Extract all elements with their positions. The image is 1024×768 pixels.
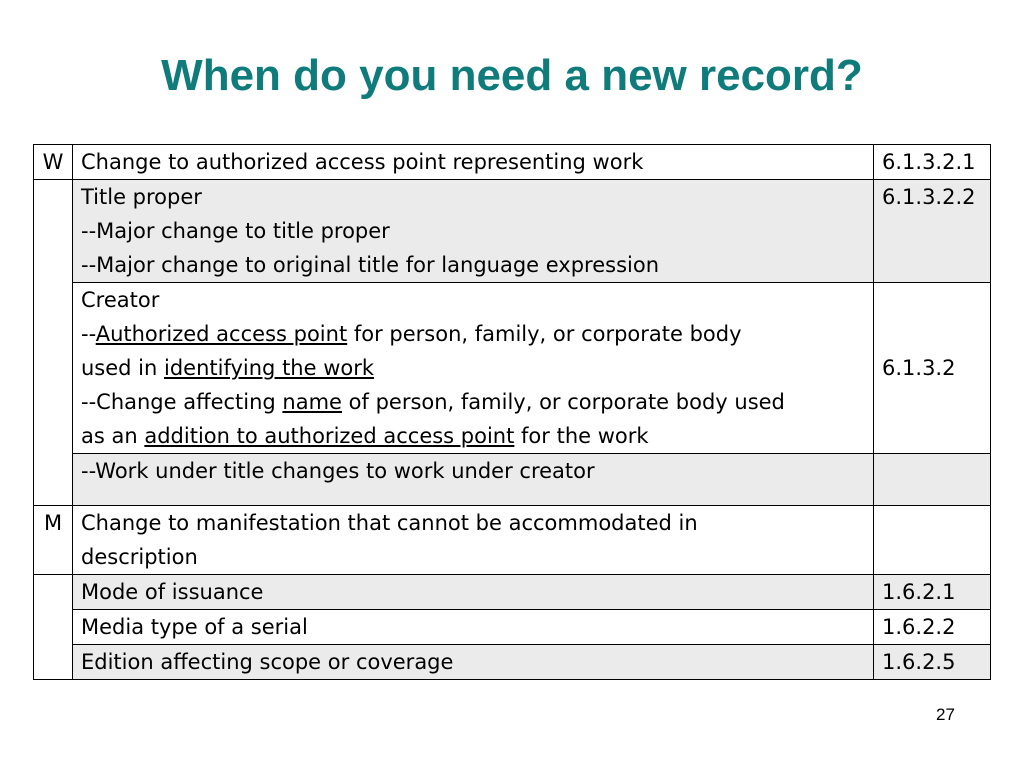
addition-to-authorized-access-point-link[interactable]: addition to authorized access point (144, 424, 515, 448)
rule-cell: 6.1.3.2 (874, 283, 991, 454)
description-line (81, 317, 865, 351)
description-line: Change to manifestation that cannot be accommodated in (81, 511, 698, 535)
text-span: for the work (514, 424, 649, 448)
text-span: -- (81, 322, 96, 346)
authorized-access-point-link[interactable]: Authorized access point (95, 322, 348, 346)
description-cell (73, 506, 874, 575)
text-span: as an (81, 424, 145, 448)
description-line: Creator (81, 288, 160, 312)
text-span: of person, family, or corporate body used (341, 390, 785, 414)
rule-cell (874, 454, 991, 506)
description-line (81, 351, 865, 385)
description-cell (73, 180, 874, 283)
table-row (34, 645, 991, 680)
rule-cell: 6.1.3.2.2 (874, 180, 991, 283)
text-span: --Change affecting (81, 390, 283, 414)
description-cell: --Work under title changes to work under creator (73, 454, 874, 506)
new-record-table (33, 144, 991, 680)
description-line: description (81, 545, 198, 569)
identifying-the-work-link[interactable]: identifying the work (164, 356, 375, 380)
merged-code-cell (34, 575, 73, 680)
description-cell: Change to authorized access point representing work (73, 145, 874, 180)
table-row (34, 283, 991, 454)
page-number: 27 (936, 705, 955, 724)
text-span: for person, family, or corporate body (347, 322, 742, 346)
description-line: --Major change to title proper (81, 219, 390, 243)
table-row (34, 575, 991, 610)
rule-cell: 1.6.2.1 (874, 575, 991, 610)
text-span: used in (81, 356, 164, 380)
manifestation-code-cell: M (34, 506, 73, 575)
name-link[interactable]: name (282, 390, 342, 414)
table-row (34, 145, 991, 180)
merged-code-cell (34, 180, 73, 506)
rule-cell (874, 506, 991, 575)
table-row (34, 610, 991, 645)
description-cell: Media type of a serial (73, 610, 874, 645)
rule-cell: 1.6.2.2 (874, 610, 991, 645)
table-row (34, 506, 991, 575)
description-cell (73, 283, 874, 454)
work-code-cell: W (34, 145, 73, 180)
description-line: Title proper (81, 185, 202, 209)
description-line (81, 385, 865, 419)
description-cell: Edition affecting scope or coverage (73, 645, 874, 680)
description-line (81, 419, 865, 453)
rule-cell: 1.6.2.5 (874, 645, 991, 680)
table-row (34, 454, 991, 506)
description-line: --Major change to original title for language expression (81, 253, 660, 277)
rule-cell: 6.1.3.2.1 (874, 145, 991, 180)
description-cell: Mode of issuance (73, 575, 874, 610)
slide-title: When do you need a new record? (161, 51, 863, 100)
table-row (34, 180, 991, 283)
